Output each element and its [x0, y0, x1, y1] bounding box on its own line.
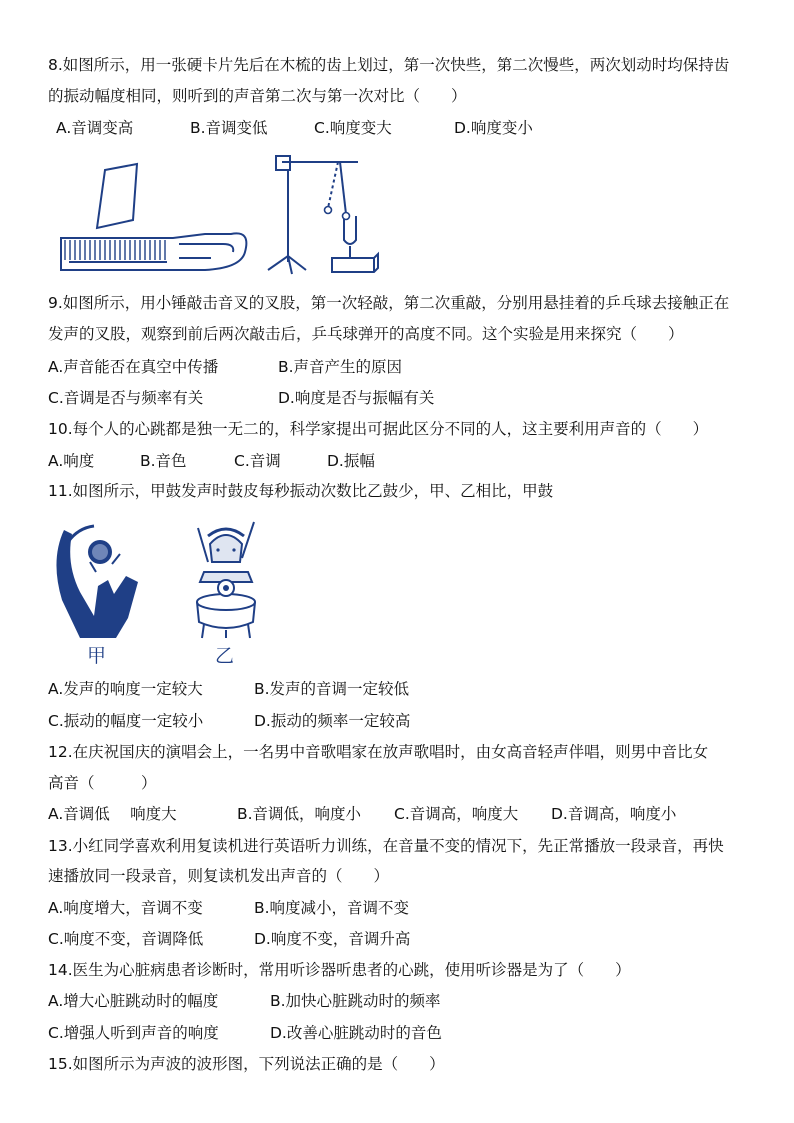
q8-option-c[interactable]: C.响度变大: [314, 119, 392, 137]
q8-stem-line2: 的振动幅度相同，则听到的声音第二次与第一次对比（ ）: [48, 87, 467, 105]
q9-stem-line2: 发声的叉股，观察到前后两次敲击后，乒乓球弹开的高度不同。这个实验是用来探究（ ）: [48, 325, 684, 343]
q11-option-b[interactable]: B.发声的音调一定较低: [254, 680, 410, 698]
q9-option-a[interactable]: A.声音能否在真空中传播: [48, 358, 219, 376]
q9-option-d[interactable]: D.响度是否与振幅有关: [278, 389, 435, 407]
caption-yi: 乙: [215, 645, 235, 667]
q11-option-c[interactable]: C.振动的幅度一定较小: [48, 712, 204, 730]
q10-option-d[interactable]: D.振幅: [327, 452, 375, 470]
q9-option-c[interactable]: C.音调是否与频率有关: [48, 389, 204, 407]
q15-stem: 15.如图所示为声波的波形图，下列说法正确的是（ ）: [48, 1055, 445, 1073]
q8-option-a[interactable]: A.音调变高: [56, 119, 134, 137]
q11-option-a[interactable]: A.发声的响度一定较大: [48, 680, 203, 698]
q9-stem-line1: 9.如图所示，用小锤敲击音叉的叉股，第一次轻敲，第二次重敲，分别用悬挂着的乒乓球去接触正在: [48, 294, 730, 312]
q12-stem-line2: 高音（ ）: [48, 774, 157, 792]
comb-and-card-figure: [55, 160, 265, 278]
q14-option-d[interactable]: D.改善心脏跳动时的音色: [270, 1024, 442, 1042]
caption-jia: 甲: [87, 645, 107, 667]
q12-option-a[interactable]: A.音调低 响度大: [48, 805, 177, 823]
q12-stem-line1: 12.在庆祝国庆的演唱会上，一名男中音歌唱家在放声歌唱时，由女高音轻声伴唱，则男中音比女: [48, 743, 709, 761]
q10-option-a[interactable]: A.响度: [48, 452, 95, 470]
drum-jia-figure: [50, 520, 145, 642]
q10-option-c[interactable]: C.音调: [234, 452, 281, 470]
q10-stem: 10.每个人的心跳都是独一无二的，科学家提出可据此区分不同的人，这主要利用声音的（ ）: [48, 420, 709, 438]
q9-option-b[interactable]: B.声音产生的原因: [278, 358, 403, 376]
q13-stem-line1: 13.小红同学喜欢利用复读机进行英语听力训练，在音量不变的情况下，先正常播放一段录音，再快: [48, 837, 724, 855]
q13-option-d[interactable]: D.响度不变，音调升高: [254, 930, 411, 948]
q14-option-b[interactable]: B.加快心脏跳动时的频率: [270, 992, 441, 1010]
q13-option-c[interactable]: C.响度不变，音调降低: [48, 930, 204, 948]
q13-stem-line2: 速播放同一段录音，则复读机发出声音的（ ）: [48, 867, 390, 885]
q13-option-a[interactable]: A.响度增大，音调不变: [48, 899, 203, 917]
q11-stem: 11.如图所示，甲鼓发声时鼓皮每秒振动次数比乙鼓少，甲、乙相比，甲鼓: [48, 482, 554, 500]
q8-stem-line1: 8.如图所示，用一张硬卡片先后在木梳的齿上划过，第一次快些，第二次慢些，两次划动时均保持齿: [48, 56, 730, 74]
q13-option-b[interactable]: B.响度减小，音调不变: [254, 899, 410, 917]
q12-option-d[interactable]: D.音调高，响度小: [551, 805, 677, 823]
q8-option-b[interactable]: B.音调变低: [190, 119, 268, 137]
q14-stem: 14.医生为心脏病患者诊断时，常用听诊器听患者的心跳，使用听诊器是为了（ ）: [48, 961, 631, 979]
q11-option-d[interactable]: D.振动的频率一定较高: [254, 712, 411, 730]
q14-option-c[interactable]: C.增强人听到声音的响度: [48, 1024, 219, 1042]
q12-option-c[interactable]: C.音调高，响度大: [394, 805, 519, 823]
q12-option-b[interactable]: B.音调低，响度小: [237, 805, 362, 823]
q14-option-a[interactable]: A.增大心脏跳动时的幅度: [48, 992, 219, 1010]
q8-option-d[interactable]: D.响度变小: [454, 119, 533, 137]
q10-option-b[interactable]: B.音色: [140, 452, 187, 470]
tuning-fork-figure: [262, 150, 392, 278]
drum-yi-figure: [190, 518, 262, 640]
